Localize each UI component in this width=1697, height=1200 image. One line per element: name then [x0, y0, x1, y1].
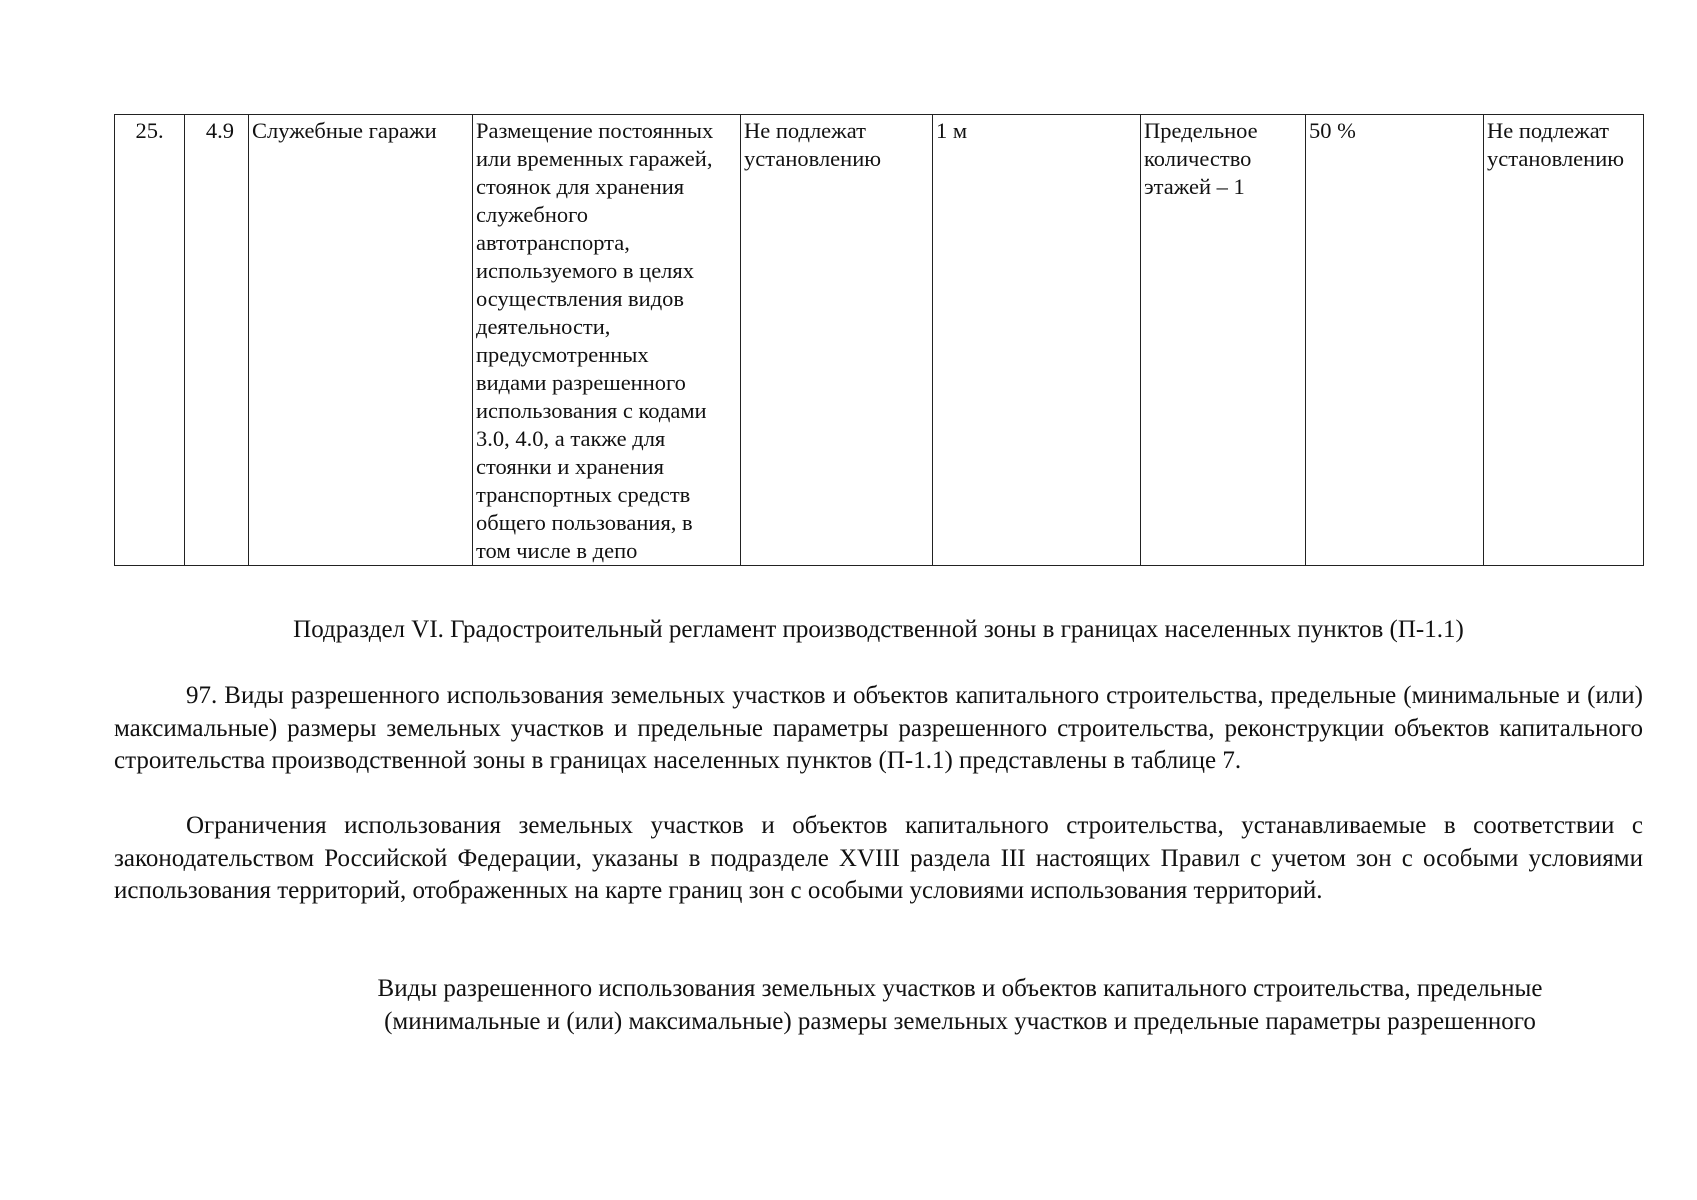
table-row — [115, 115, 1644, 566]
table-caption — [250, 973, 1670, 1038]
row-number: 25. — [135, 118, 164, 143]
plot-area-cell — [741, 115, 933, 566]
regulations-table — [114, 114, 1644, 566]
use-description: Размещение постоянных или временных гаражей, стоянок для хранения служебного автотранспорта, используемого в целях осуществления видов деятельности, предусмотренных видами разрешенного использования с кодами 3.0, 4.0, а также для стоянки и хранения транспортных средств общего пользования, в том числе в депо — [476, 118, 714, 563]
use-name: Служебные гаражи — [252, 118, 437, 143]
other-params-value: Не подлежат установлению — [1487, 118, 1625, 171]
restrictions-paragraph: Ограничения использования земельных участков и объектов капитального строительства, устанавливаемые в соответствии с законодательством Российской Федерации, указаны в подразделе XVIII раздела III настоящих Правил с учетом зон с особыми условиями использования территорий, отображенных на карте границ зон с особыми условиями использования территорий. — [114, 812, 1643, 904]
coverage-value: 50 % — [1309, 118, 1356, 143]
use-code-cell — [185, 115, 249, 566]
floors-cell — [1141, 115, 1306, 566]
paragraph-97: 97. Виды разрешенного использования земельных участков и объектов капитального строительства, предельные (минимальные и (или) максимальные) размеры земельных участков и предельные параметры разрешенного строительства, реконструкции объектов капитального строительства производственной зоны в границах населенных пунктов (П-1.1) представлены в таблице 7. — [114, 682, 1643, 774]
table-caption-line-2: (минимальные и (или) максимальные) размеры земельных участков и предельные параметры разрешенного — [384, 1007, 1536, 1035]
row-number-cell — [115, 115, 185, 566]
use-description-cell — [473, 115, 741, 566]
floors-value: Предельное количество этажей – 1 — [1144, 118, 1258, 199]
use-name-cell — [249, 115, 473, 566]
subsection-heading: Подраздел VI. Градостроительный регламент производственной зоны в границах населенных пунктов (П-1.1) — [293, 616, 1464, 643]
setback-value: 1 м — [936, 118, 968, 143]
coverage-cell — [1306, 115, 1484, 566]
setback-cell — [933, 115, 1141, 566]
use-code: 4.9 — [205, 118, 234, 143]
table-caption-line-1: Виды разрешенного использования земельных участков и объектов капитального строительства, предельные — [377, 975, 1543, 1002]
plot-area-value: Не подлежат установлению — [744, 118, 882, 171]
other-params-cell — [1484, 115, 1644, 566]
